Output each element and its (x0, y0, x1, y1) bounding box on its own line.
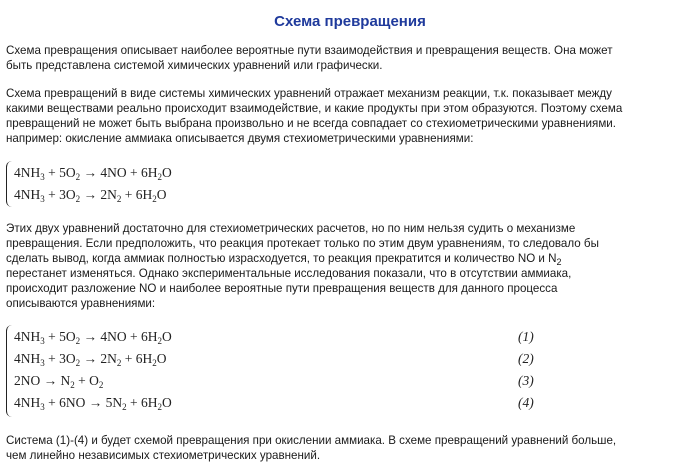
subscript: 2 (116, 358, 122, 368)
subscript: 2 (122, 402, 127, 412)
intro-paragraph (6, 43, 686, 73)
text-line: происходит разложение NO и наиболее вероятные пути превращения веществ для данного процесса (6, 282, 558, 295)
formula-text: O (162, 395, 172, 410)
analysis-paragraph (6, 221, 686, 311)
text-line: Этих двух уравнений достаточно для стехиометрических расчетов, но по ним нельзя судить о механизме (6, 222, 576, 235)
equation-number: (1) (518, 329, 534, 344)
text-line: превращений не может быть выбрана произвольно и не всегда совпадает со стехиометрическими уравнениями. (6, 117, 616, 130)
formula-text: + O (74, 373, 99, 388)
formula-text: → 2N (80, 351, 117, 366)
formula-text: → 2N (80, 187, 117, 202)
text-line-main: сделать вывод, когда аммиак полностью израсходуется, то реакция прекратится и количество NO и N (6, 252, 557, 265)
formula-text: O (156, 351, 167, 366)
subscript: 3 (40, 358, 45, 368)
subscript: 2 (98, 380, 104, 390)
formula-text: O (156, 187, 167, 202)
subscript: 2 (152, 194, 157, 204)
system-brace (6, 325, 13, 417)
conclusion-paragraph (6, 433, 686, 463)
equation (14, 327, 172, 347)
subscript: 2 (152, 358, 157, 368)
text-line: например: окисление аммиака описывается двумя стехиометрическими уравнениями: (6, 132, 474, 145)
subscript: 2 (75, 358, 81, 368)
subscript: 3 (40, 336, 45, 346)
formula-text: O (162, 329, 172, 344)
formula-text: + 3O (44, 187, 76, 202)
formula-text: 4NH (14, 395, 41, 410)
subscript: 2 (75, 336, 81, 346)
text-line: быть представлена системой химических уравнений или графически. (6, 59, 383, 72)
text-line: какими веществами реально происходит взаимодействие, и какие продукты при этом образуются. Поэтому схема (6, 102, 623, 115)
subscript: 3 (40, 194, 45, 204)
formula-text: + 5O (44, 329, 76, 344)
system-brace (6, 161, 13, 207)
equation (14, 349, 167, 369)
text-line: чем линейно независимых стехиометрических уравнений. (6, 449, 321, 462)
equation (14, 163, 172, 183)
subscript: 2 (75, 172, 81, 182)
formula-text: 4NH (14, 329, 41, 344)
text-line: Схема превращения описывает наиболее вероятные пути взаимодействия и превращения веществ. Она может (6, 44, 613, 57)
text-line (6, 251, 686, 266)
page-title: Схема превращения (274, 13, 426, 30)
subscript: 2 (157, 336, 162, 346)
formula-text: 4NH (14, 351, 41, 366)
equation-number: (2) (518, 351, 534, 366)
text-line: перестанет изменяться. Однако экспериментальные исследования показали, что в отсутствии аммиака, (6, 267, 572, 280)
equation-number: (3) (518, 373, 534, 388)
subscript: 2 (157, 172, 162, 182)
subscript: 2 (556, 257, 562, 267)
formula-text: + 6H (121, 351, 153, 366)
equation-number: (4) (518, 395, 534, 410)
formula-text: + 3O (44, 351, 76, 366)
equation (14, 185, 167, 205)
text-line: Система (1)-(4) и будет схемой превращения при окислении аммиака. В схеме превращений уравнений больше, (6, 434, 617, 447)
subscript: 3 (40, 402, 45, 412)
formula-text: 4NH (14, 187, 41, 202)
subscript: 2 (70, 380, 75, 390)
text-line: описываются уравнениями: (6, 297, 156, 310)
subscript: 3 (40, 172, 45, 182)
formula-text: + 6H (121, 187, 153, 202)
subscript: 2 (75, 194, 81, 204)
equation (14, 393, 172, 413)
formula-text: + 5O (44, 165, 76, 180)
text-line: превращения. Если предположить, что реакция протекает только по этим двум уравнениям, то следовало бы (6, 237, 599, 250)
formula-text: → 4NO + 6H (80, 329, 158, 344)
mechanism-paragraph (6, 86, 686, 146)
formula-text: O (162, 165, 172, 180)
formula-text: + 6H (126, 395, 158, 410)
equation (14, 371, 103, 391)
subscript: 2 (157, 402, 162, 412)
subscript: 2 (116, 194, 122, 204)
formula-text: + 6NO → 5N (44, 395, 123, 410)
formula-text: 4NH (14, 165, 41, 180)
text-line: Схема превращений в виде системы химических уравнений отражает механизм реакции, т.к. показывает между (6, 87, 612, 100)
formula-text: 2NO → N (14, 373, 71, 388)
formula-text: → 4NO + 6H (80, 165, 158, 180)
